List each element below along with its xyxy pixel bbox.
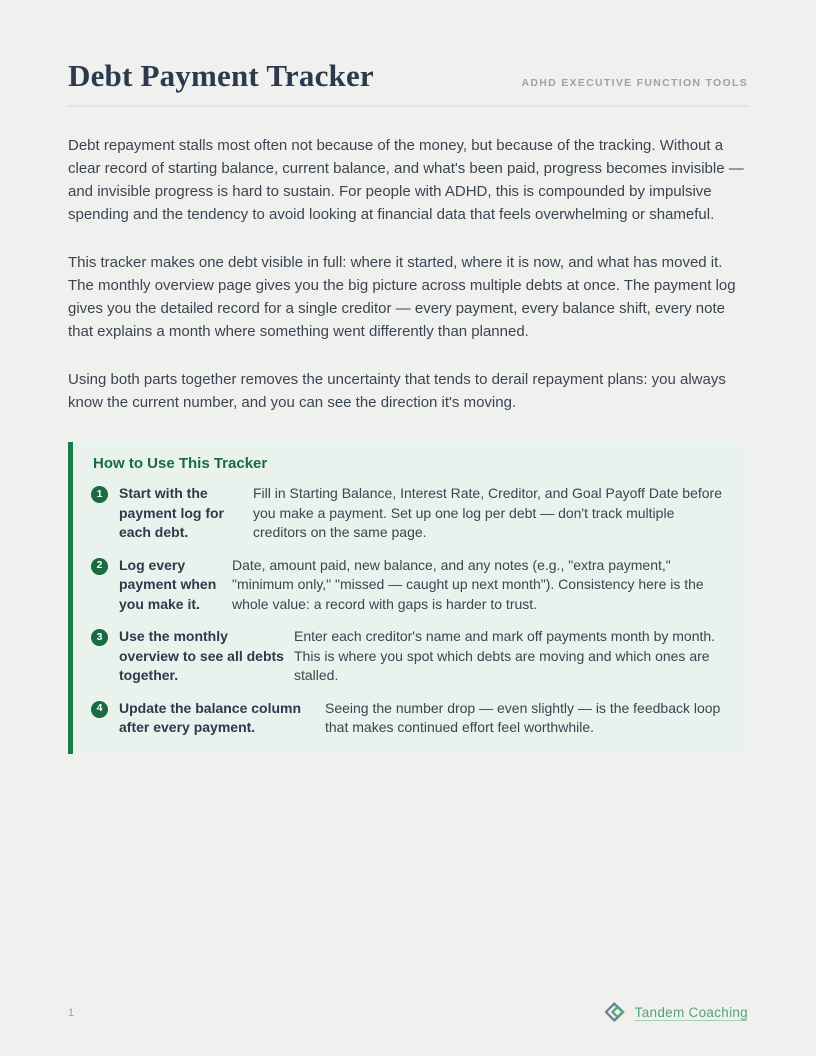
page-number: 1 [68, 1006, 75, 1019]
page-content [68, 0, 748, 754]
intro-section [68, 134, 748, 414]
step-number-badge: 1 [91, 486, 108, 503]
intro-paragraph-3: Using both parts together removes the uncertainty that tends to derail repayment plans: you always know the current number, and you can see the direction it's moving. [68, 371, 726, 411]
how-to-step-1 [91, 484, 723, 543]
page-title: Debt Payment Tracker [68, 58, 374, 93]
how-to-heading: How to Use This Tracker [93, 455, 268, 472]
how-to-step-4 [91, 699, 723, 738]
intro-paragraph-2: This tracker makes one debt visible in full: where it started, where it is now, and what has moved it. The monthly overview page gives you the big picture across multiple debts at once. The payment log gives you the detailed record for a single creditor — every payment, every balance shift, every note that explains a month where something went differently than planned. [68, 254, 736, 340]
intro-paragraph-1: Debt repayment stalls most often not because of the money, but because of the tracking. Without a clear record of starting balance, current balance, and what's been paid, progress becomes invisible — and invisible progress is hard to sustain. For people with ADHD, this is compounded by impulsive spending and the tendency to avoid looking at financial data that feels overwhelming or shameful. [68, 137, 744, 223]
step-term: Start with the payment log for each debt. [119, 485, 225, 540]
step-term: Log every payment when you make it. [119, 556, 217, 612]
doc-header [68, 0, 748, 94]
header-divider [68, 105, 748, 107]
step-number-badge: 3 [91, 629, 108, 646]
how-to-box [68, 442, 748, 754]
step-description: Fill in Starting Balance, Interest Rate, Creditor, and Goal Payoff Date before you make a payment. Set up one log per debt — don't track multiple creditors on the same page. [253, 485, 722, 540]
brand-name: Tandem Coaching [634, 1005, 748, 1020]
step-term: Use the monthly overview to see all debts together. [119, 628, 284, 683]
doc-footer [68, 1001, 748, 1024]
step-description: Seeing the number drop — even slightly — is the feedback loop that makes continued effort feel worthwhile. [325, 699, 721, 735]
step-description: Enter each creditor's name and mark off payments month by month. This is where you spot which debts are moving and which ones are stalled. [294, 628, 716, 683]
header-tagline: ADHD EXECUTIVE FUNCTION TOOLS [521, 77, 748, 89]
how-to-step-3 [91, 627, 723, 686]
step-number-badge: 4 [91, 701, 108, 718]
brand-logo-link[interactable] [605, 1001, 748, 1024]
how-to-steps [91, 484, 723, 738]
step-description: Date, amount paid, new balance, and any notes (e.g., "extra payment," "minimum only," "missed — caught up next month"). Consistency here is the whole value: a record with gaps is harder to trust. [232, 556, 704, 612]
step-term: Update the balance column after every payment. [119, 699, 302, 735]
overlapping-diamonds-icon [605, 1001, 628, 1024]
how-to-step-2 [91, 556, 723, 615]
step-number-badge: 2 [91, 558, 108, 575]
